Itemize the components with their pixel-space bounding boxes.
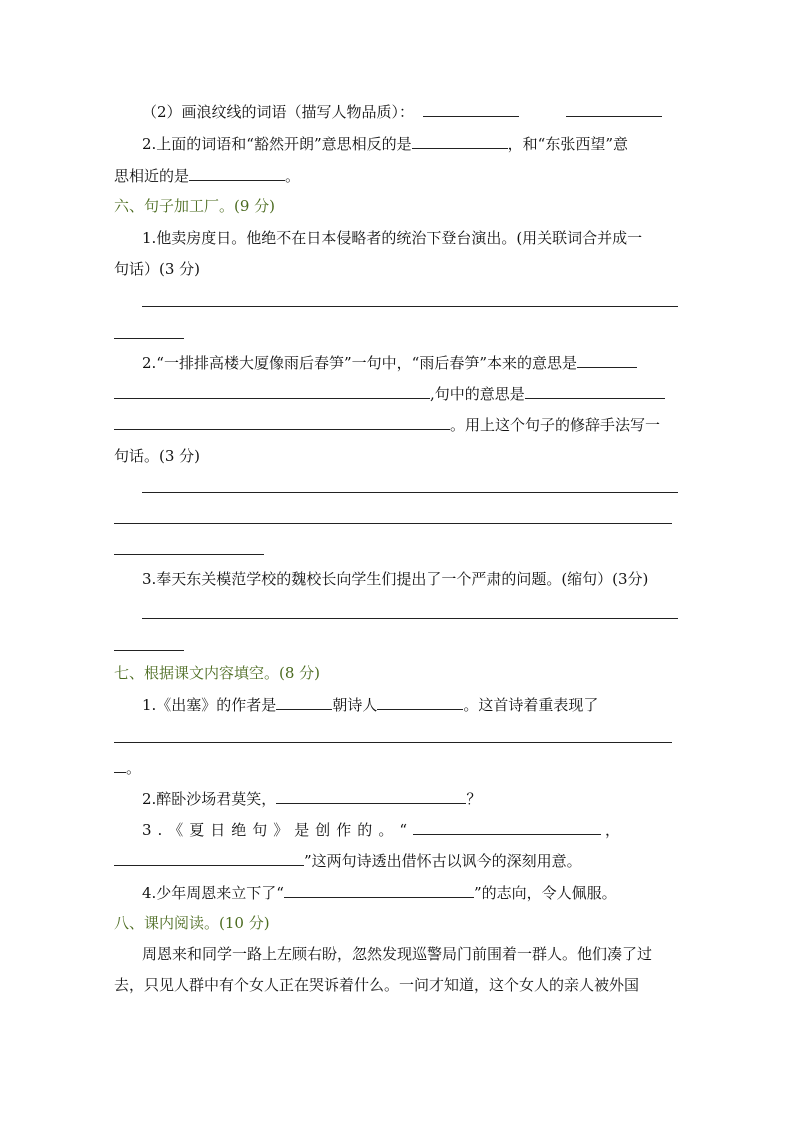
s7-q2 [142,788,481,809]
s6-q2-line3 [114,414,660,435]
answer-line[interactable] [142,306,678,307]
q5-item2 [142,101,662,122]
s7-q3-text: 3.《夏日绝句》是创作的。“ [142,821,413,839]
section8-heading: 八、课内阅读。(10 分) [114,914,270,932]
s7-q4-text: 4.少年周恩来立下了“ [142,884,284,902]
answer-line[interactable] [114,554,264,555]
s7-q1-line3 [114,757,141,778]
answer-blank[interactable] [525,383,665,399]
answer-blank[interactable] [377,694,463,710]
s7-q1-text: 。这首诗着重表现了 [463,696,599,714]
s6-q2-line2 [114,383,665,404]
answer-blank[interactable] [577,352,637,368]
s7-q3-text: ”这两句诗透出借怀古以讽今的深刻用意。 [304,852,582,870]
answer-line[interactable] [142,492,678,493]
s7-q3-line1 [142,819,620,840]
answer-blank[interactable] [566,101,662,117]
s6-q1-line1: 1.他卖房度日。他绝不在日本侵略者的统治下登台演出。(用关联词合并成一 [142,229,643,247]
reading-paragraph-line: 去，只见人群中有个女人正在哭诉着什么。一问才知道，这个女人的亲人被外国 [114,976,640,994]
answer-blank[interactable] [276,694,332,710]
answer-line[interactable] [114,742,672,743]
reading-paragraph-line: 周恩来和同学一路上左顾右盼，忽然发现巡警局门前围着一群人。他们凑了过 [142,945,653,963]
section6-heading: 六、句子加工厂。(9 分) [114,197,276,215]
answer-blank[interactable] [114,383,430,399]
q5-q2-line1 [142,133,628,154]
answer-line[interactable] [114,650,184,651]
s6-q3: 3.奉天东关模范学校的魏校长向学生们提出了一个严肃的问题。(缩句）(3分) [142,570,649,588]
s6-q2-line1 [142,352,637,373]
q5-q2-text: 2.上面的词语和“豁然开朗”意思相反的是 [142,135,412,153]
q5-item2-num: （2） [142,103,182,121]
answer-blank[interactable] [189,165,285,181]
s6-q2-line4: 句话。(3 分) [114,447,201,465]
answer-blank[interactable] [413,819,601,835]
answer-line[interactable] [142,618,678,619]
answer-blank[interactable] [114,757,126,773]
s7-q4-text: ”的志向，令人佩服。 [473,884,617,902]
s6-q2-text: 。用上这个句子的修辞手法写一 [450,416,661,434]
answer-blank[interactable] [276,788,466,804]
s6-q2-text: ,句中的意思是 [430,385,525,403]
s6-q2-text: 2.“一排排高楼大厦像雨后春笋”一句中，“雨后春笋”本来的意思是 [142,354,577,372]
s7-q3-line2 [114,850,582,871]
s7-q1-text: 。 [126,759,142,777]
answer-blank[interactable] [284,882,474,898]
section7-heading: 七、根据课文内容填空。(8 分) [114,664,321,682]
s7-q1-text: 1.《出塞》的作者是 [142,696,277,714]
answer-blank[interactable] [114,414,450,430]
q5-q2-text: 。 [285,167,301,185]
q5-q2-text: ，和“东张西望”意 [507,135,628,153]
s7-q1-line1 [142,694,598,715]
q5-item2-text: 画浪纹线的词语（描写人物品质）： [181,103,415,121]
s6-q1-line2: 句话）(3 分) [114,260,201,278]
s7-q2-text: ？ [466,790,482,808]
answer-line[interactable] [114,338,184,339]
s7-q4 [142,882,617,903]
answer-blank[interactable] [423,101,519,117]
answer-blank[interactable] [412,133,508,149]
q5-q2-line2 [114,165,300,186]
s7-q2-text: 2.醉卧沙场君莫笑， [142,790,277,808]
s7-q3-text: ， [604,821,620,839]
q5-q2-text: 思相近的是 [114,167,190,185]
s7-q1-text: 朝诗人 [332,696,378,714]
answer-blank[interactable] [114,850,304,866]
answer-line[interactable] [114,523,672,524]
